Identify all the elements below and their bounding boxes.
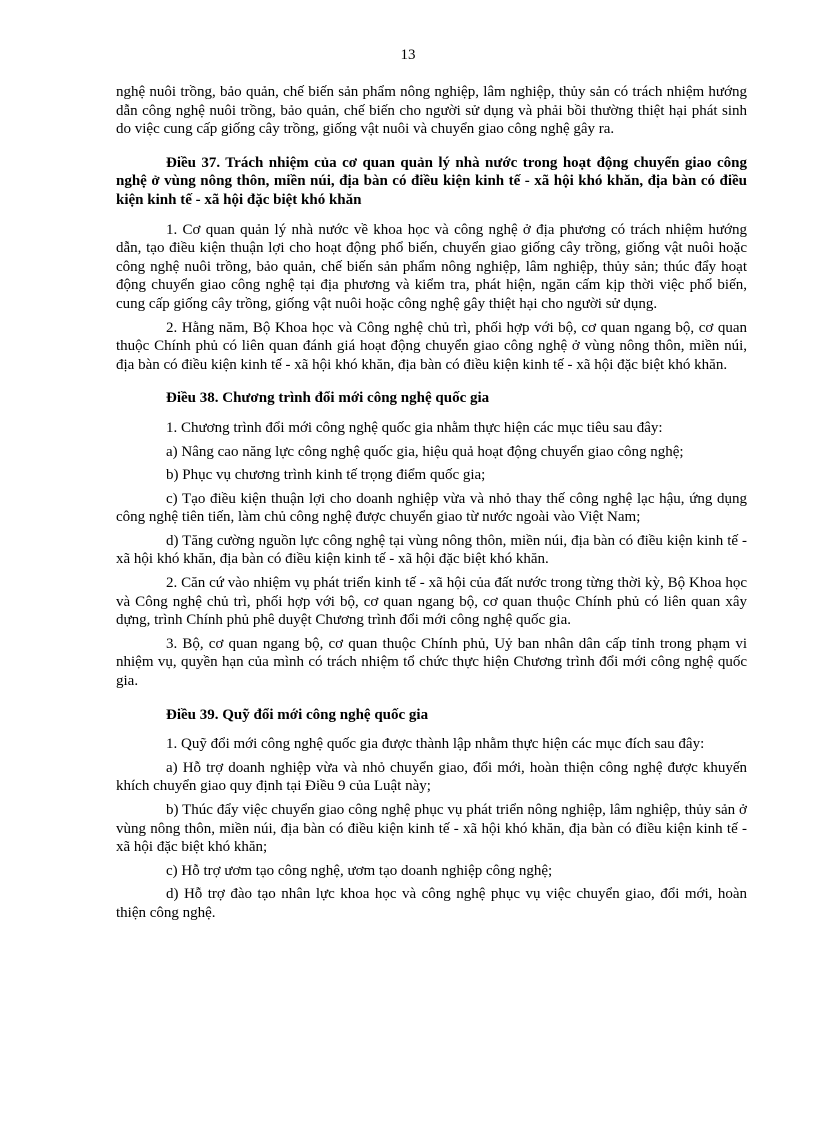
article-39-heading: Điều 39. Quỹ đổi mới công nghệ quốc gia <box>166 706 429 723</box>
page-number: 13 <box>400 47 416 63</box>
document-body <box>116 83 747 923</box>
article-38-clause-1: 1. Chương trình đổi mới công nghệ quốc gia nhằm thực hiện các mục tiêu sau đây: <box>166 419 663 436</box>
continued-paragraph: nghệ nuôi trồng, bảo quản, chế biến sản phẩm nông nghiệp, lâm nghiệp, thủy sản có trách nhiệm hướng dẫn công nghệ nuôi trồng, bảo quản, chế biến cho người sử dụng và phải bồi thường thiệt hại phát sinh do việc cung cấp giống cây trồng, giống vật nuôi và chuyển giao công nghệ gây ra. <box>116 84 747 138</box>
article-38-item-a: a) Nâng cao năng lực công nghệ quốc gia, hiệu quả hoạt động chuyển giao công nghệ; <box>166 443 684 460</box>
article-37-clause-1: 1. Cơ quan quản lý nhà nước về khoa học và công nghệ ở địa phương có trách nhiệm hướng dẫn, tạo điều kiện thuận lợi cho hoạt động phổ biến, chuyển giao giống cây trồng, giống vật nuôi hoặc công nghệ nuôi trồng, bảo quản, chế biến sản phẩm nông nghiệp, lâm nghiệp, thủy sản; thúc đẩy hoạt động chuyển giao công nghệ tại địa phương và kiểm tra, phát hiện, ngăn cấm kịp thời việc phổ biến, cung cấp giống cây trồng, giống vật nuôi hoặc công nghệ gây thiệt hại cho người sử dụng. <box>116 221 747 312</box>
article-38-clause-3: 3. Bộ, cơ quan ngang bộ, cơ quan thuộc Chính phủ, Uỷ ban nhân dân cấp tỉnh trong phạm vi nhiệm vụ, quyền hạn của mình có trách nhiệm tổ chức thực hiện Chương trình đổi mới công nghệ quốc gia. <box>116 635 747 690</box>
article-39-item-b: b) Thúc đẩy việc chuyển giao công nghệ phục vụ phát triển nông nghiệp, lâm nghiệp, thủy sản ở vùng nông thôn, miền núi, địa bàn có điều kiện kinh tế - xã hội khó khăn, địa bàn có điều kiện kinh tế - xã hội đặc biệt khó khăn; <box>116 802 747 856</box>
article-38-item-b: b) Phục vụ chương trình kinh tế trọng điểm quốc gia; <box>166 467 486 484</box>
article-38-item-c: c) Tạo điều kiện thuận lợi cho doanh nghiệp vừa và nhỏ thay thế công nghệ lạc hậu, ứng dụng công nghệ tiên tiến, làm chủ công nghệ được chuyển giao từ nước ngoài vào Việt Nam; <box>116 490 747 526</box>
article-37-clause-2: 2. Hằng năm, Bộ Khoa học và Công nghệ chủ trì, phối hợp với bộ, cơ quan ngang bộ, cơ quan thuộc Chính phủ có liên quan đánh giá hoạt động chuyển giao công nghệ ở vùng nông thôn, miền núi, địa bàn có điều kiện kinh tế - xã hội khó khăn, địa bàn có điều kiện kinh tế - xã hội đặc biệt khó khăn. <box>116 319 747 373</box>
article-39-item-c: c) Hỗ trợ ươm tạo công nghệ, ươm tạo doanh nghiệp công nghệ; <box>166 862 553 879</box>
article-38-item-d: d) Tăng cường nguồn lực công nghệ tại vùng nông thôn, miền núi, địa bàn có điều kiện kinh tế - xã hội khó khăn, địa bàn có điều kiện kinh tế - xã hội đặc biệt khó khăn. <box>116 532 747 568</box>
article-37-heading: Điều 37. Trách nhiệm của cơ quan quản lý nhà nước trong hoạt động chuyển giao công nghệ ở vùng nông thôn, miền núi, địa bàn có điều kiện kinh tế - xã hội khó khăn, địa bàn có điều kiện kinh tế - xã hội đặc biệt khó khăn <box>116 154 747 208</box>
article-39-clause-1: 1. Quỹ đổi mới công nghệ quốc gia được thành lập nhằm thực hiện các mục đích sau đây: <box>166 736 705 753</box>
article-39-item-d: d) Hỗ trợ đào tạo nhân lực khoa học và công nghệ phục vụ việc chuyển giao, đổi mới, hoàn thiện công nghệ. <box>116 886 747 921</box>
article-38-heading: Điều 38. Chương trình đổi mới công nghệ quốc gia <box>166 390 490 407</box>
article-39-item-a: a) Hỗ trợ doanh nghiệp vừa và nhỏ chuyển giao, đổi mới, hoàn thiện công nghệ được khuyến khích chuyển giao quy định tại Điều 9 của Luật này; <box>116 759 747 795</box>
article-38-clause-2: 2. Căn cứ vào nhiệm vụ phát triển kinh tế - xã hội của đất nước trong từng thời kỳ, Bộ Khoa học và Công nghệ chủ trì, phối hợp với bộ, cơ quan ngang bộ, cơ quan thuộc Chính phủ có liên quan xây dựng, trình Chính phủ phê duyệt Chương trình đổi mới công nghệ quốc gia. <box>116 575 747 629</box>
